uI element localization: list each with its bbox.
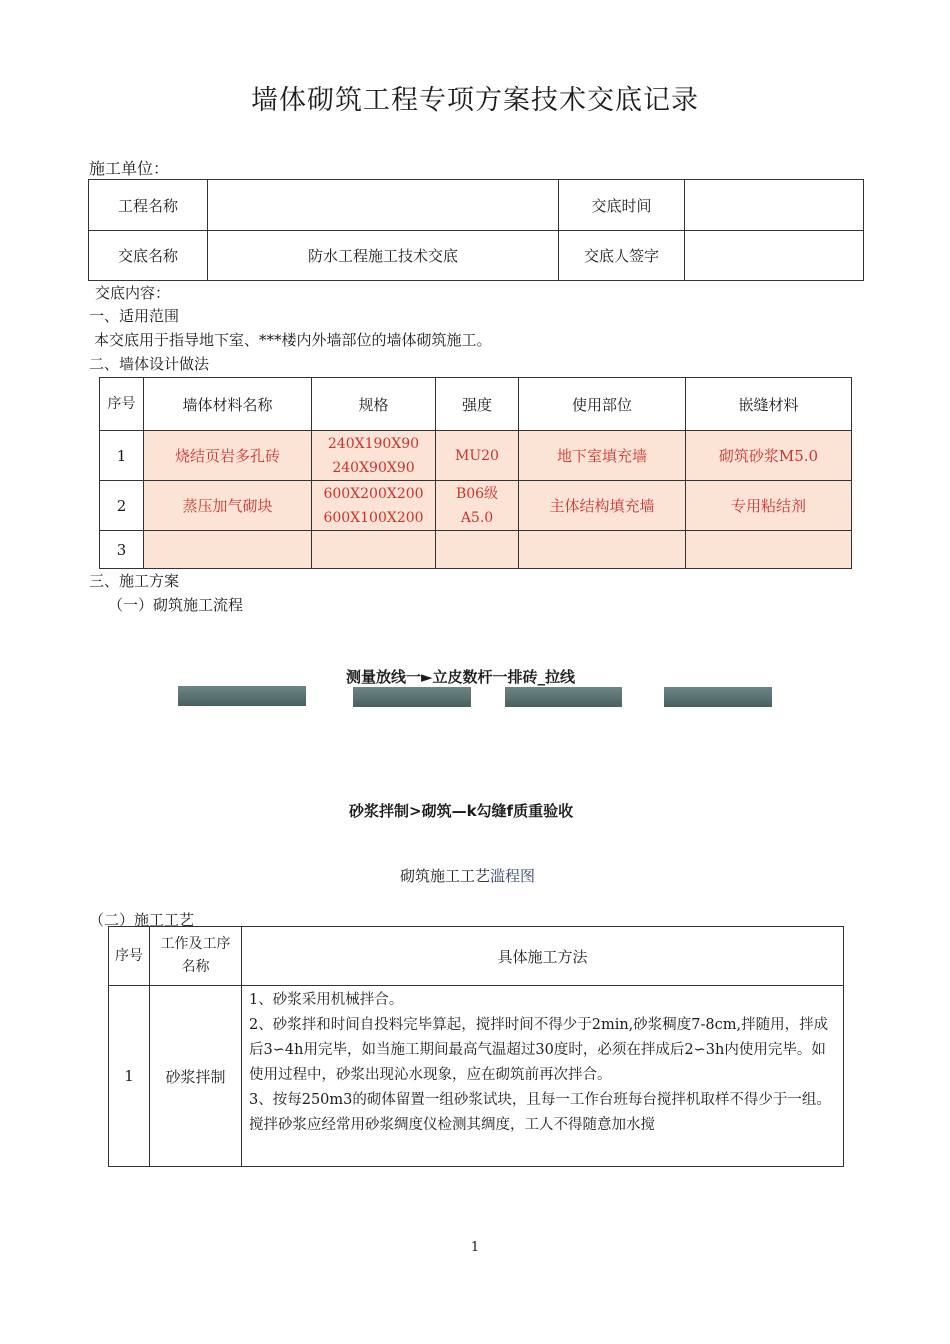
row2-material: 蒸压加气砌块 (144, 481, 312, 531)
method-step-1: 1、砂浆采用机械拌合。 (249, 992, 404, 1008)
row2-strength-line1: B06级 (455, 485, 499, 502)
row3-joint (686, 531, 852, 569)
process-row1-name: 砂浆拌制 (150, 986, 242, 1167)
row3-strength (436, 531, 519, 569)
row3-location (519, 531, 686, 569)
row1-strength (436, 431, 519, 481)
row1-no: 1 (100, 431, 144, 481)
header-location: 使用部位 (519, 378, 686, 431)
header-joint: 嵌缝材料 (686, 378, 852, 431)
flow-box-3 (505, 687, 622, 707)
subject-label: 交底名称 (89, 231, 208, 281)
project-name-label: 工程名称 (89, 180, 208, 231)
time-label: 交底时间 (559, 180, 685, 231)
row3-no: 3 (100, 531, 144, 569)
flow-box-1 (178, 686, 306, 706)
page-title: 墙体砌筑工程专项方案技术交底记录 (251, 85, 699, 116)
section2-heading: 二、墙体设计做法 (89, 355, 210, 373)
row2-no: 2 (100, 481, 144, 531)
row1-strength-line1: MU20 (455, 447, 499, 464)
header-spec: 规格 (312, 378, 436, 431)
row2-spec (312, 481, 436, 531)
process-header-name: 工作及工序名称 (150, 927, 242, 986)
row1-material: 烧结页岩多孔砖 (144, 431, 312, 481)
method-step-2: 2、砂浆拌和时间自投料完毕算起，搅拌时间不得少于2min,砂浆稠度7-8cm,拌随用，拌成后3∽4h用完毕，如当施工期间最高气温超过30度时，必须在拌成后2∽3h内使用完毕。如使用过程中，砂浆出现沁水现象，应在砌筑前再次拌合。 (249, 1017, 829, 1083)
method-step-3: 3、按每250m3的砌体留置一组砂浆试块，且每一工作台班每台搅拌机取样不得少于一组。搅拌砂浆应经常用砂浆绸度仪检测其绸度，工人不得随意加水搅 (249, 1092, 831, 1133)
row2-spec-line2: 600X100X200 (323, 509, 424, 526)
row1-spec (312, 431, 436, 481)
row1-spec-line1: 240X190X90 (327, 435, 420, 452)
process-table (108, 926, 844, 1167)
signer-value (685, 231, 864, 281)
signer-label: 交底人签字 (559, 231, 685, 281)
row3-material (144, 531, 312, 569)
header-table (88, 179, 864, 281)
section1-text: 本交底用于指导地下室、***楼内外墙部位的墙体砌筑施工。 (94, 331, 492, 349)
process-row1-method (242, 986, 844, 1167)
flow-caption-main: 砌筑施工工艺 (400, 867, 491, 885)
flow-box-4 (664, 687, 772, 707)
row1-joint: 砌筑砂浆M5.0 (686, 431, 852, 481)
header-no: 序号 (100, 378, 144, 431)
section3-sub2: （二）施工工艺 (89, 911, 195, 929)
content-label: 交底内容： (95, 284, 171, 302)
section1-heading: 一、适用范围 (89, 307, 180, 325)
project-name-value (208, 180, 559, 231)
process-header-method: 具体施工方法 (242, 927, 844, 986)
section3-heading: 三、施工方案 (89, 572, 180, 590)
header-material: 墙体材料名称 (144, 378, 312, 431)
row3-spec (312, 531, 436, 569)
flow-line-2: 砂浆拌制>砌筑—k勾缝f质重验收 (349, 802, 574, 820)
row2-strength-line2: A5.0 (460, 509, 494, 526)
row1-spec-line2: 240X90X90 (332, 459, 415, 476)
row2-joint: 专用粘结剂 (686, 481, 852, 531)
row2-strength (436, 481, 519, 531)
wall-design-table (99, 377, 852, 569)
process-row1-no: 1 (109, 986, 150, 1167)
section3-sub1: （一）砌筑施工流程 (108, 596, 244, 614)
flow-caption (400, 865, 535, 886)
row2-location: 主体结构填充墙 (519, 481, 686, 531)
row2-spec-line1: 600X200X200 (323, 485, 424, 502)
subject-value: 防水工程施工技术交底 (208, 231, 559, 281)
flow-line-1: 测量放线一►立皮数杆一排砖_拉线 (346, 668, 576, 686)
process-header-no: 序号 (109, 927, 150, 986)
flow-box-2 (353, 687, 471, 707)
time-value (685, 180, 864, 231)
page-number: 1 (470, 1240, 480, 1255)
construction-unit-label: 施工单位： (89, 159, 170, 178)
header-strength: 强度 (436, 378, 519, 431)
row1-location: 地下室填充墙 (519, 431, 686, 481)
flow-caption-tail: 滥程图 (490, 867, 536, 885)
